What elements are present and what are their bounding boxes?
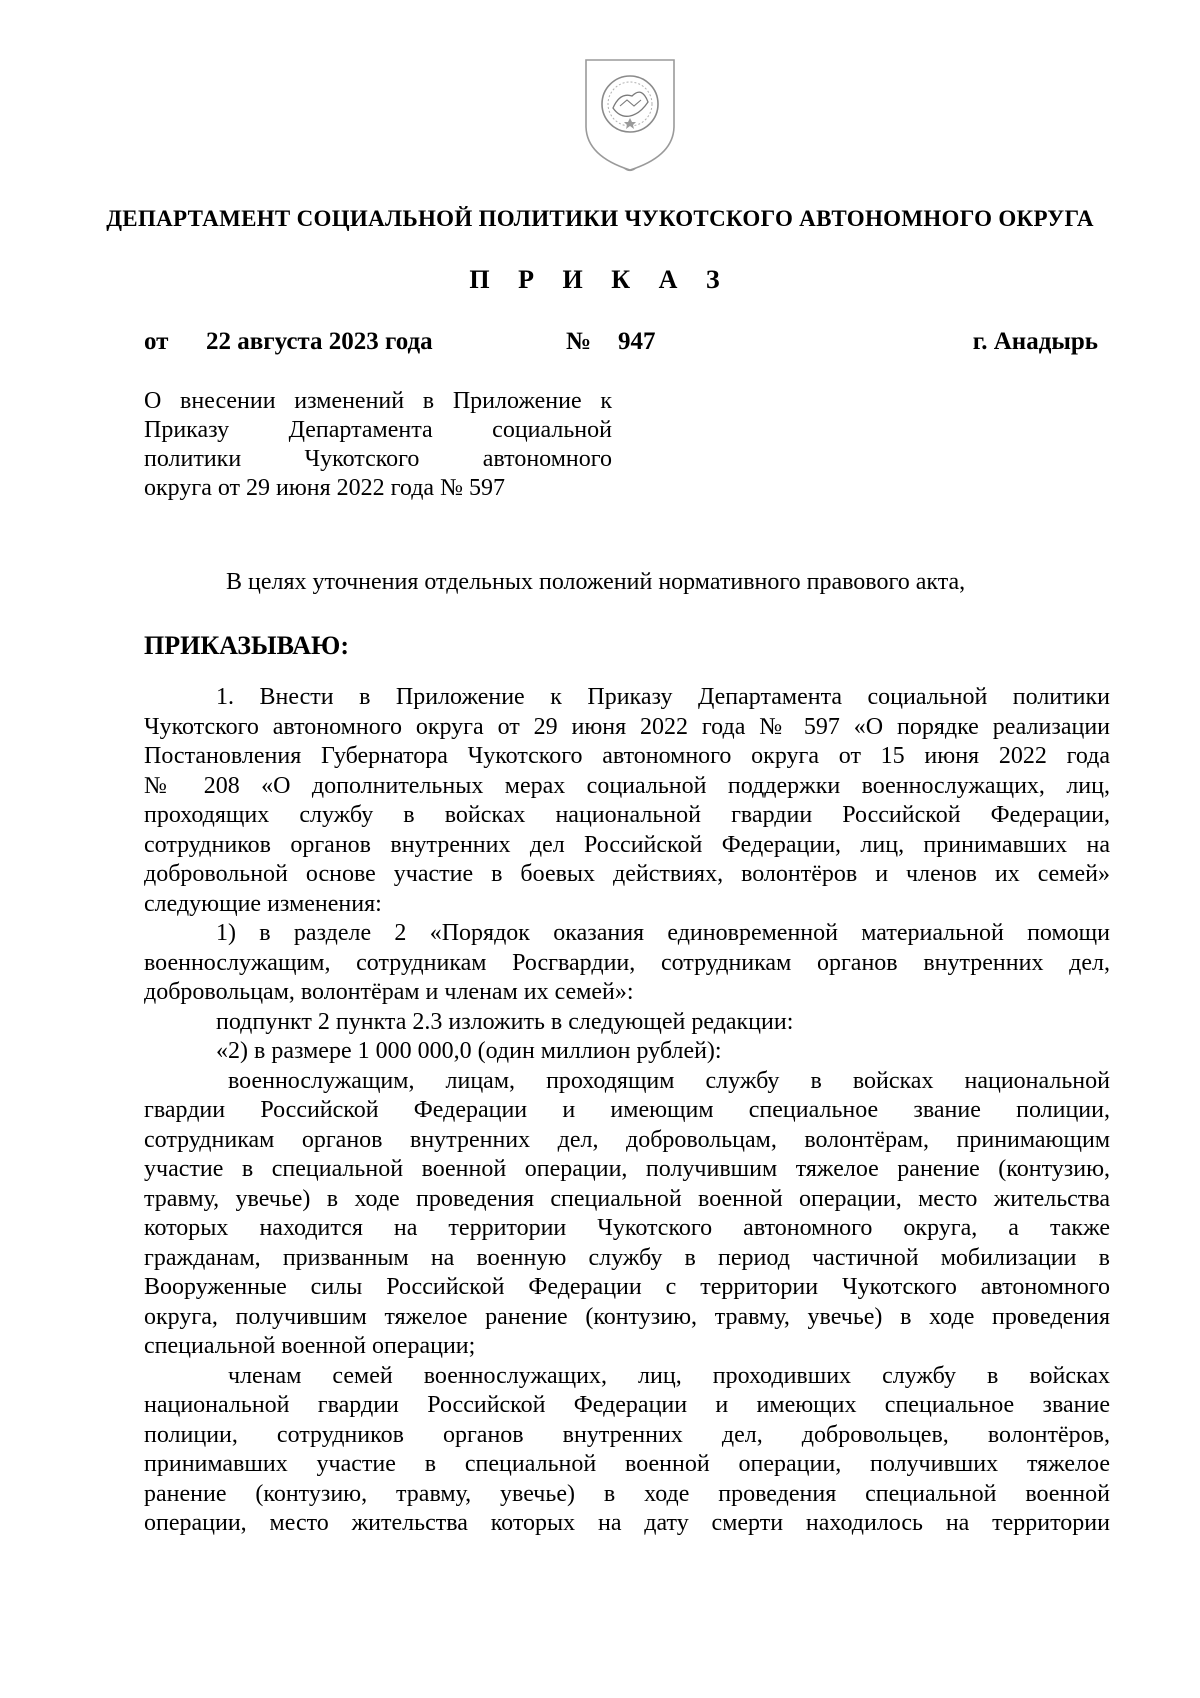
body-line: добровольной основе участие в боевых действиях, волонтёров и членов их семей» [144,861,1110,887]
order-number: 947 [618,328,656,355]
body-line: 1. Внести в Приложение к Приказу Департамента социальной политики [216,684,1110,710]
body-line: травму, увечье) в ходе проведения специальной военной операции, место жительства [144,1185,1110,1212]
subject-line: политики Чукотского автономного [144,446,612,472]
order-subject [144,387,612,503]
body-line: специальной военной операции; [144,1333,476,1359]
number-sign: № [566,328,592,355]
body-line: гвардии Российской Федерации и имеющим специальное звание полиции, [144,1097,1110,1123]
body-line: участие в специальной военной операции, получившим тяжелое ранение (контузию, [144,1156,1110,1182]
body-line: подпункт 2 пункта 2.3 изложить в следующей редакции: [216,1008,794,1035]
date-prefix: от [144,328,169,355]
body-line: военнослужащим, сотрудникам Росгвардии, сотрудникам органов внутренних дел, [144,949,1110,976]
body-line: Вооруженные силы Российской Федерации с территории Чукотского автономного [144,1274,1110,1300]
body-line: которых находится на территории Чукотского автономного округа, а также [144,1215,1110,1241]
body-line: Постановления Губернатора Чукотского автономного округа от 15 июня 2022 года [144,743,1110,769]
subject-line: Приказу Департамента социальной [144,417,612,443]
body-line: следующие изменения: [144,890,382,917]
body-line: «2) в размере 1 000 000,0 (один миллион рублей): [216,1038,722,1064]
body-line: полиции, сотрудников органов внутренних дел, добровольцев, волонтёров, [144,1421,1110,1448]
preamble-text: В целях уточнения отдельных положений нормативного правового акта, [226,569,966,595]
order-body [144,683,1110,1539]
body-line: членам семей военнослужащих, лиц, проходивших службу в войсках [228,1362,1110,1389]
subject-line: округа от 29 июня 2022 года № 597 [144,475,505,501]
body-line: гражданам, призванным на военную службу в период частичной мобилизации в [144,1244,1110,1271]
issue-city: г. Анадырь [972,328,1098,355]
order-date: 22 августа 2023 года [206,328,433,355]
body-line: добровольцам, волонтёрам и членам их семей»: [144,979,634,1005]
body-line: принимавших участие в специальной военной операции, получивших тяжелое [144,1451,1110,1477]
body-line: национальной гвардии Российской Федерации и имеющих специальное звание [144,1392,1110,1418]
document-type-title: П Р И К А З [469,265,731,294]
coat-of-arms-icon [580,56,680,174]
orders-heading: ПРИКАЗЫВАЮ: [144,631,349,660]
body-line: округа, получившим тяжелое ранение (контузию, травму, увечье) в ходе проведения [144,1303,1110,1330]
body-line: Чукотского автономного округа от 29 июня 2022 года № 597 «О порядке реализации [144,713,1110,740]
body-line: операции, место жительства которых на дату смерти находилось на территории [144,1510,1110,1536]
body-line: проходящих службу в войсках национальной гвардии Российской Федерации, [144,802,1110,828]
body-line: сотрудников органов внутренних дел Российской Федерации, лиц, принимавших на [144,831,1110,858]
body-line: 1) в разделе 2 «Порядок оказания единовременной материальной помощи [216,920,1110,946]
body-line: № 208 «О дополнительных мерах социальной поддержки военнослужащих, лиц, [144,772,1110,799]
department-name: ДЕПАРТАМЕНТ СОЦИАЛЬНОЙ ПОЛИТИКИ ЧУКОТСКОГО АВТОНОМНОГО ОКРУГА [106,206,1094,231]
body-line: военнослужащим, лицам, проходящим службу в войсках национальной [228,1067,1110,1094]
subject-line: О внесении изменений в Приложение к [144,388,612,414]
body-line: сотрудникам органов внутренних дел, добровольцам, волонтёрам, принимающим [144,1126,1110,1153]
body-line: ранение (контузию, травму, увечье) в ходе проведения специальной военной [144,1480,1110,1507]
